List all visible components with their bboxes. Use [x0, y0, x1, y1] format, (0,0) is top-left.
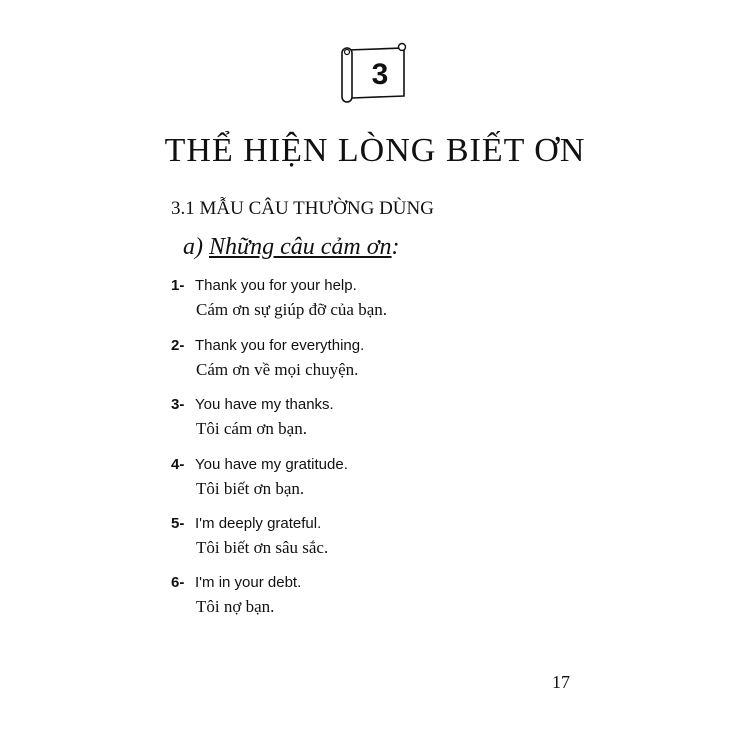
chapter-title: THỂ HIỆN LÒNG BIẾT ƠN — [164, 132, 586, 169]
english-phrase: You have my gratitude. — [195, 456, 348, 473]
vietnamese-translation: Cám ơn về mọi chuyện. — [196, 360, 359, 379]
item-number: 5- — [171, 515, 185, 532]
vietnamese-translation: Cám ơn sự giúp đỡ của bạn. — [196, 300, 388, 319]
english-phrase: Thank you for everything. — [195, 337, 365, 354]
item-number: 3- — [171, 396, 185, 413]
english-phrase: You have my thanks. — [195, 396, 334, 413]
chapter-number: 3 — [371, 58, 389, 91]
item-number: 1- — [171, 277, 185, 294]
item-number: 4- — [171, 456, 185, 473]
page-number: 17 — [552, 672, 570, 692]
subheading — [183, 234, 400, 261]
vietnamese-translation: Tôi nợ bạn. — [196, 597, 275, 616]
subheading-suffix: : — [391, 234, 400, 260]
english-phrase: I'm deeply grateful. — [195, 515, 322, 532]
item-number: 2- — [171, 337, 185, 354]
vietnamese-translation: Tôi cám ơn bạn. — [196, 419, 307, 438]
subheading-prefix: a) — [183, 234, 209, 260]
vietnamese-translation: Tôi biết ơn bạn. — [196, 479, 305, 498]
item-number: 6- — [171, 574, 185, 591]
subheading-text: Những câu cảm ơn — [209, 234, 392, 260]
vietnamese-translation: Tôi biết ơn sâu sắc. — [196, 538, 329, 557]
english-phrase: I'm in your debt. — [195, 574, 302, 591]
english-phrase: Thank you for your help. — [195, 277, 357, 294]
section-heading: 3.1 MẪU CÂU THƯỜNG DÙNG — [171, 198, 434, 219]
